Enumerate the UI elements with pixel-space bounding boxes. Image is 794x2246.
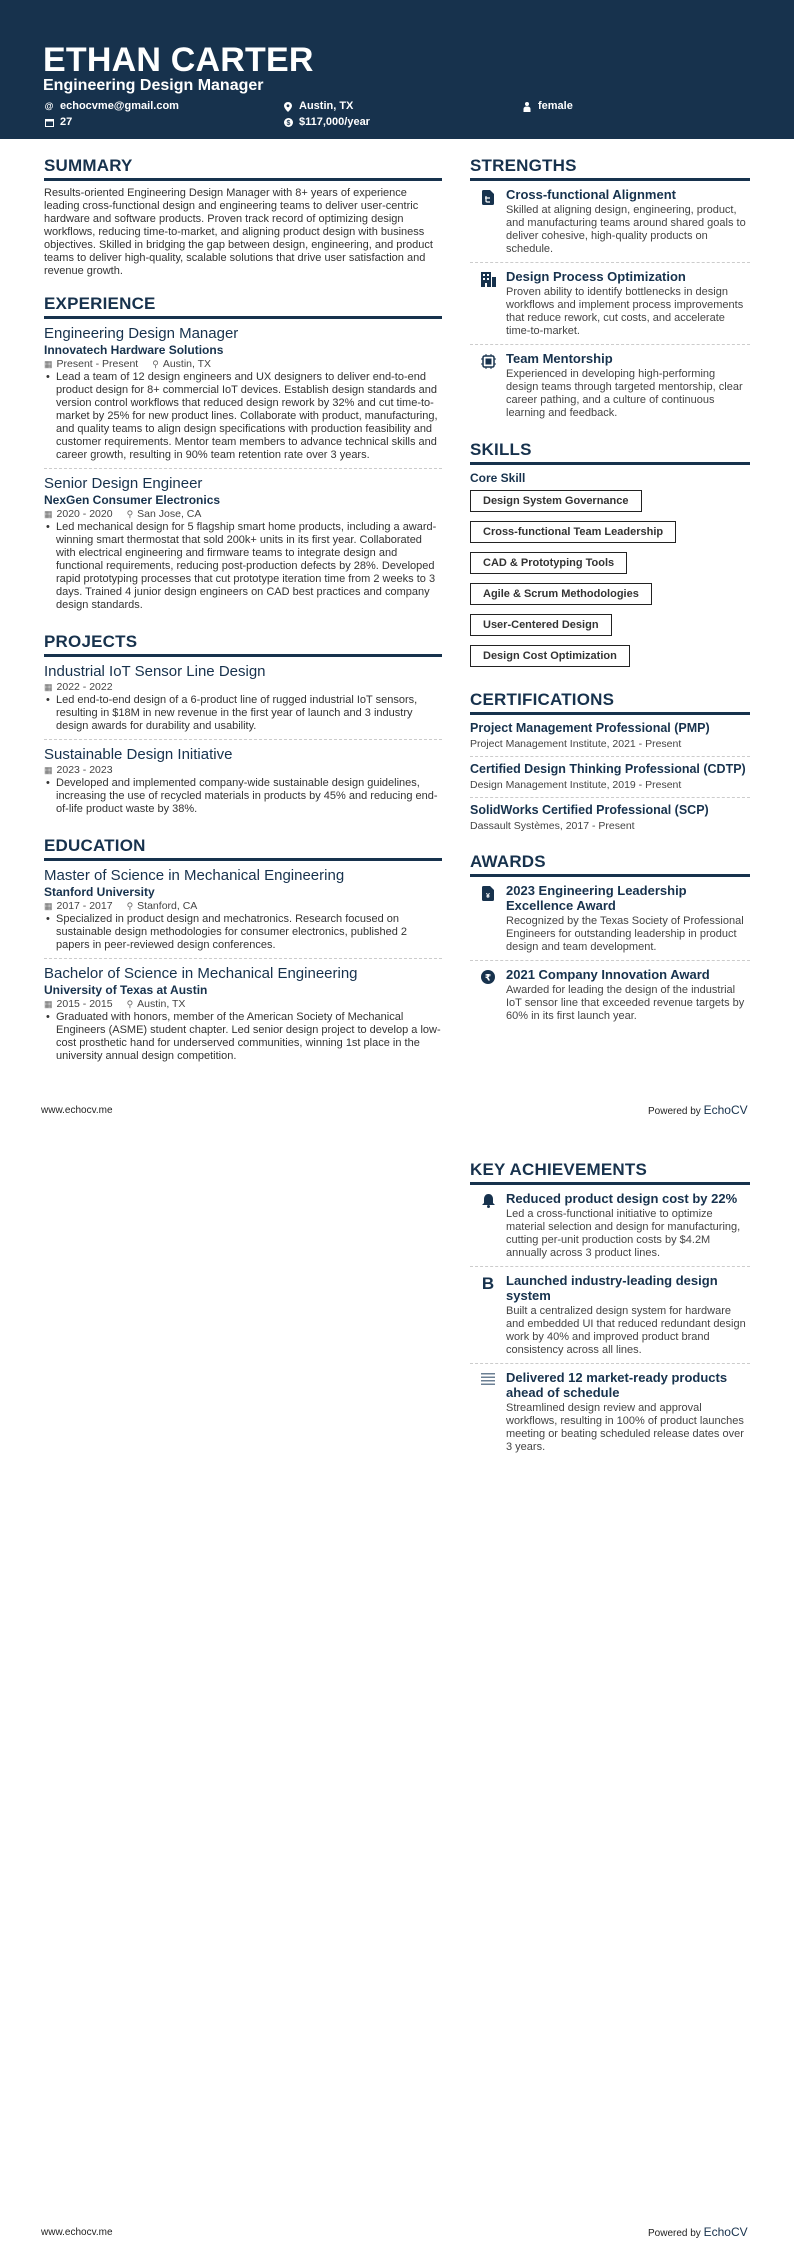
job-meta [44,508,442,521]
building-icon [470,269,506,338]
experience-entry [44,475,442,618]
award-description: Recognized by the Texas Society of Professional Engineers for outstanding leadership in product design and team development. [506,915,744,953]
education-description: • Specialized in product design and mechatronics. Research focused on sustainable design methodologies for consumer electronics, published 2 papers in peer-reviewed design conferences. [44,913,442,952]
candidate-title: Engineering Design Manager [43,77,264,94]
awards-section [470,852,750,1029]
certification-issuer: Design Management Institute, 2019 - Present [470,779,682,791]
salary-text: $117,000/year [299,116,370,128]
education-location: Stanford, CA [137,900,198,912]
strengths-heading: STRENGTHS [470,156,750,181]
summary-text: Results-oriented Engineering Design Manager with 8+ years of experience leading cross-functional design and engineering teams to deliver user-centric hardware and software products. Proven track record of optimizing design workflows, reducing time-to-market, and aligning product design with business objectives. Skilled in bridging the gap between design, engineering, and product teams to deliver high-quality, scalable solutions that drive user satisfaction and revenue growth. [44,187,433,277]
skill-tag: Agile & Scrum Methodologies [470,583,652,605]
certification-issuer: Project Management Institute, 2021 - Present [470,738,682,750]
achievement-title: Launched industry-leading design system [506,1273,718,1303]
achievement-item [470,1370,750,1460]
location-text: Austin, TX [299,100,354,112]
bell-icon [470,1191,506,1260]
skill-tag: Cross-functional Team Leadership [470,521,676,543]
skill-group-label: Core Skill [470,471,526,485]
degree-title: Master of Science in Mechanical Engineering [44,867,345,884]
education-dates: 2017 - 2017 [56,900,113,912]
calendar-icon: ▦ [44,682,53,692]
certification-item [470,803,750,838]
skill-list [470,490,750,676]
company-name: Innovatech Hardware Solutions [44,343,224,357]
map-pin-icon: ⚲ [126,509,134,519]
footer-website: www.echocv.me [41,1105,113,1116]
resume-header [0,0,794,139]
at-icon: @ [44,101,54,111]
job-description: • Lead a team of 12 design engineers and UX designers to deliver end-to-end product design for 8+ commercial IoT devices. Establish design standards and version control workflows that reduced design rework by 32% and cut time-to-market by 25% for new product lines. Collaborate with product, manufacturing, and quality teams to align design specifications with production feasibility and customer requirements. Mentor team members to advance technical skills and career growth, resulting in 90% team retention rate over 3 years. [44,371,442,462]
strength-title: Team Mentorship [506,351,613,366]
achievement-item [470,1191,750,1267]
experience-section [44,294,442,618]
strength-title: Design Process Optimization [506,269,686,284]
certifications-section [470,690,750,838]
calendar-icon: ▦ [44,999,53,1009]
strengths-section [470,156,750,426]
project-meta [44,764,442,777]
project-dates: 2023 - 2023 [56,764,113,776]
education-location: Austin, TX [137,998,186,1010]
gender-text: female [538,100,573,112]
education-heading: EDUCATION [44,836,442,861]
footer-powered-by-page2 [648,2225,748,2239]
projects-section [44,632,442,822]
education-meta [44,998,442,1011]
age-text: 27 [60,116,73,128]
job-dates: 2020 - 2020 [56,508,113,520]
achievements-section [470,1160,750,1460]
achievement-description: Led a cross-functional initiative to optimize material selection and design for manufacturing, cutting per-unit production costs by $4.2M annually across 3 product lines. [506,1208,741,1259]
projects-heading: PROJECTS [44,632,442,657]
powered-brand: EchoCV [703,1103,748,1117]
svg-text:₹: ₹ [484,973,492,984]
strength-item [470,351,750,426]
achievement-description: Built a centralized design system for hardware and embedded UI that reduced redundant design work by 40% and improved product brand consistency across all lines. [506,1305,746,1356]
money-icon [283,118,293,128]
education-dates: 2015 - 2015 [56,998,113,1010]
calendar-icon: ▦ [44,359,53,369]
right-column [470,156,750,1043]
job-title: Engineering Design Manager [44,325,239,342]
lines-icon [470,1370,506,1454]
calendar-icon: ▦ [44,901,53,911]
certification-issuer: Dassault Systèmes, 2017 - Present [470,820,635,832]
award-title: 2023 Engineering Leadership Excellence Award [506,883,687,913]
powered-prefix: Powered by [648,2228,701,2239]
skill-tag: Design Cost Optimization [470,645,630,667]
job-title: Senior Design Engineer [44,475,203,492]
project-title: Industrial IoT Sensor Line Design [44,663,266,680]
powered-brand: EchoCV [703,2225,748,2239]
footer-website-page2: www.echocv.me [41,2227,113,2238]
contact-age [44,116,72,129]
certification-title: SolidWorks Certified Professional (SCP) [470,803,709,817]
school-name: University of Texas at Austin [44,983,208,997]
company-name: NexGen Consumer Electronics [44,493,221,507]
education-entry [44,965,442,1069]
contact-salary [283,116,370,129]
document-icon [470,187,506,256]
awards-heading: AWARDS [470,852,750,877]
map-pin-icon: ⚲ [126,999,134,1009]
achievement-title: Delivered 12 market-ready products ahead of schedule [506,1370,728,1400]
experience-heading: EXPERIENCE [44,294,442,319]
job-meta [44,358,442,371]
achievements-heading: KEY ACHIEVEMENTS [470,1160,750,1185]
bold-b-icon: B [481,1274,495,1293]
strength-item [470,269,750,345]
certification-item [470,762,750,798]
job-location: Austin, TX [162,358,212,370]
job-description: • Led mechanical design for 5 flagship smart home products, including a award-winning smart thermostat that sold 200k+ units in its first year. Collaborated with electrical engineering and firmware teams to integrate design and functional requirements, reducing post-production defects by 28%. Developed rapid prototyping processes that cut prototype iteration time from 2 weeks to 3 days. Trained 4 junior design engineers on CAD best practices and company design standards. [44,521,442,612]
project-description: • Led end-to-end design of a 6-product line of rugged industrial IoT sensors, resulting in $18M in new revenue in the first year of launch and 3 industry design awards for durability and usability. [44,694,442,733]
skills-section [470,440,750,676]
strength-title: Cross-functional Alignment [506,187,676,202]
certification-item [470,721,750,757]
degree-title: Bachelor of Science in Mechanical Engineering [44,965,358,982]
certifications-heading: CERTIFICATIONS [470,690,750,715]
certification-title: Project Management Professional (PMP) [470,721,710,735]
strength-description: Experienced in developing high-performing design teams through targeted mentorship, clear career pathing, and a culture of continuous learning and feedback. [506,368,743,419]
summary-heading: SUMMARY [44,156,442,181]
award-item [470,883,750,961]
contact-email [44,100,179,113]
achievement-item [470,1273,750,1364]
award-item [470,967,750,1029]
school-name: Stanford University [44,885,155,899]
project-entry [44,663,442,740]
skill-tag: Design System Governance [470,490,642,512]
job-dates: Present - Present [56,358,139,370]
job-location: San Jose, CA [137,508,202,520]
map-pin-icon: ⚲ [152,359,159,369]
calendar-icon: ▦ [44,765,53,775]
project-title: Sustainable Design Initiative [44,746,233,763]
skill-tag: User-Centered Design [470,614,612,636]
calendar-icon [44,118,54,128]
project-entry [44,746,442,822]
award-description: Awarded for leading the design of the industrial IoT sensor line that exceeded revenue targets by 60% in its first launch year. [506,984,745,1022]
candidate-name: ETHAN CARTER [43,41,314,79]
left-column [44,156,442,1083]
key-achievements-column [470,1160,750,1474]
project-meta [44,681,442,694]
strength-description: Proven ability to identify bottlenecks in design workflows and implement process improvements that reduce rework, cut costs, and accelerate time-to-market. [506,286,744,337]
skills-heading: SKILLS [470,440,750,465]
education-entry [44,867,442,959]
map-pin-icon: ⚲ [126,901,134,911]
achievement-title: Reduced product design cost by 22% [506,1191,738,1206]
powered-prefix: Powered by [648,1106,701,1117]
skill-tag: CAD & Prototyping Tools [470,552,627,574]
map-pin-icon [283,102,293,112]
project-dates: 2022 - 2022 [56,681,113,693]
education-meta [44,900,442,913]
strength-item [470,187,750,263]
contact-gender [522,100,573,113]
education-section [44,836,442,1069]
svg-text:$: $ [286,120,290,127]
project-description: • Developed and implemented company-wide sustainable design guidelines, increasing the use of recycled materials in products by 45% and reducing end-of-life product waste by 38%. [44,777,442,816]
email-text: echocvme@gmail.com [60,100,179,112]
summary-section [44,156,442,278]
certification-title: Certified Design Thinking Professional (CDTP) [470,762,746,776]
calendar-icon: ▦ [44,509,53,519]
strength-description: Skilled at aligning design, engineering, product, and manufacturing teams around shared goals to deliver cohesive, high-quality products on schedule. [506,204,746,255]
achievement-description: Streamlined design review and approval workflows, resulting in 100% of product launches meeting or beating scheduled release dates over 3 years. [506,1402,744,1453]
footer-powered-by [648,1103,748,1117]
rupee-circle-icon [470,967,506,1023]
chip-icon [470,351,506,420]
education-description: • Graduated with honors, member of the American Society of Mechanical Engineers (ASME) student chapter. Led senior design project to develop a low-cost prosthetic hand for underserved communities, winning 1st place in the university annual design competition. [44,1011,442,1063]
svg-text:¥: ¥ [486,893,490,900]
contact-location [283,100,353,113]
person-icon [522,102,532,112]
experience-entry [44,325,442,469]
award-title: 2021 Company Innovation Award [506,967,710,982]
yen-document-icon [470,883,506,954]
